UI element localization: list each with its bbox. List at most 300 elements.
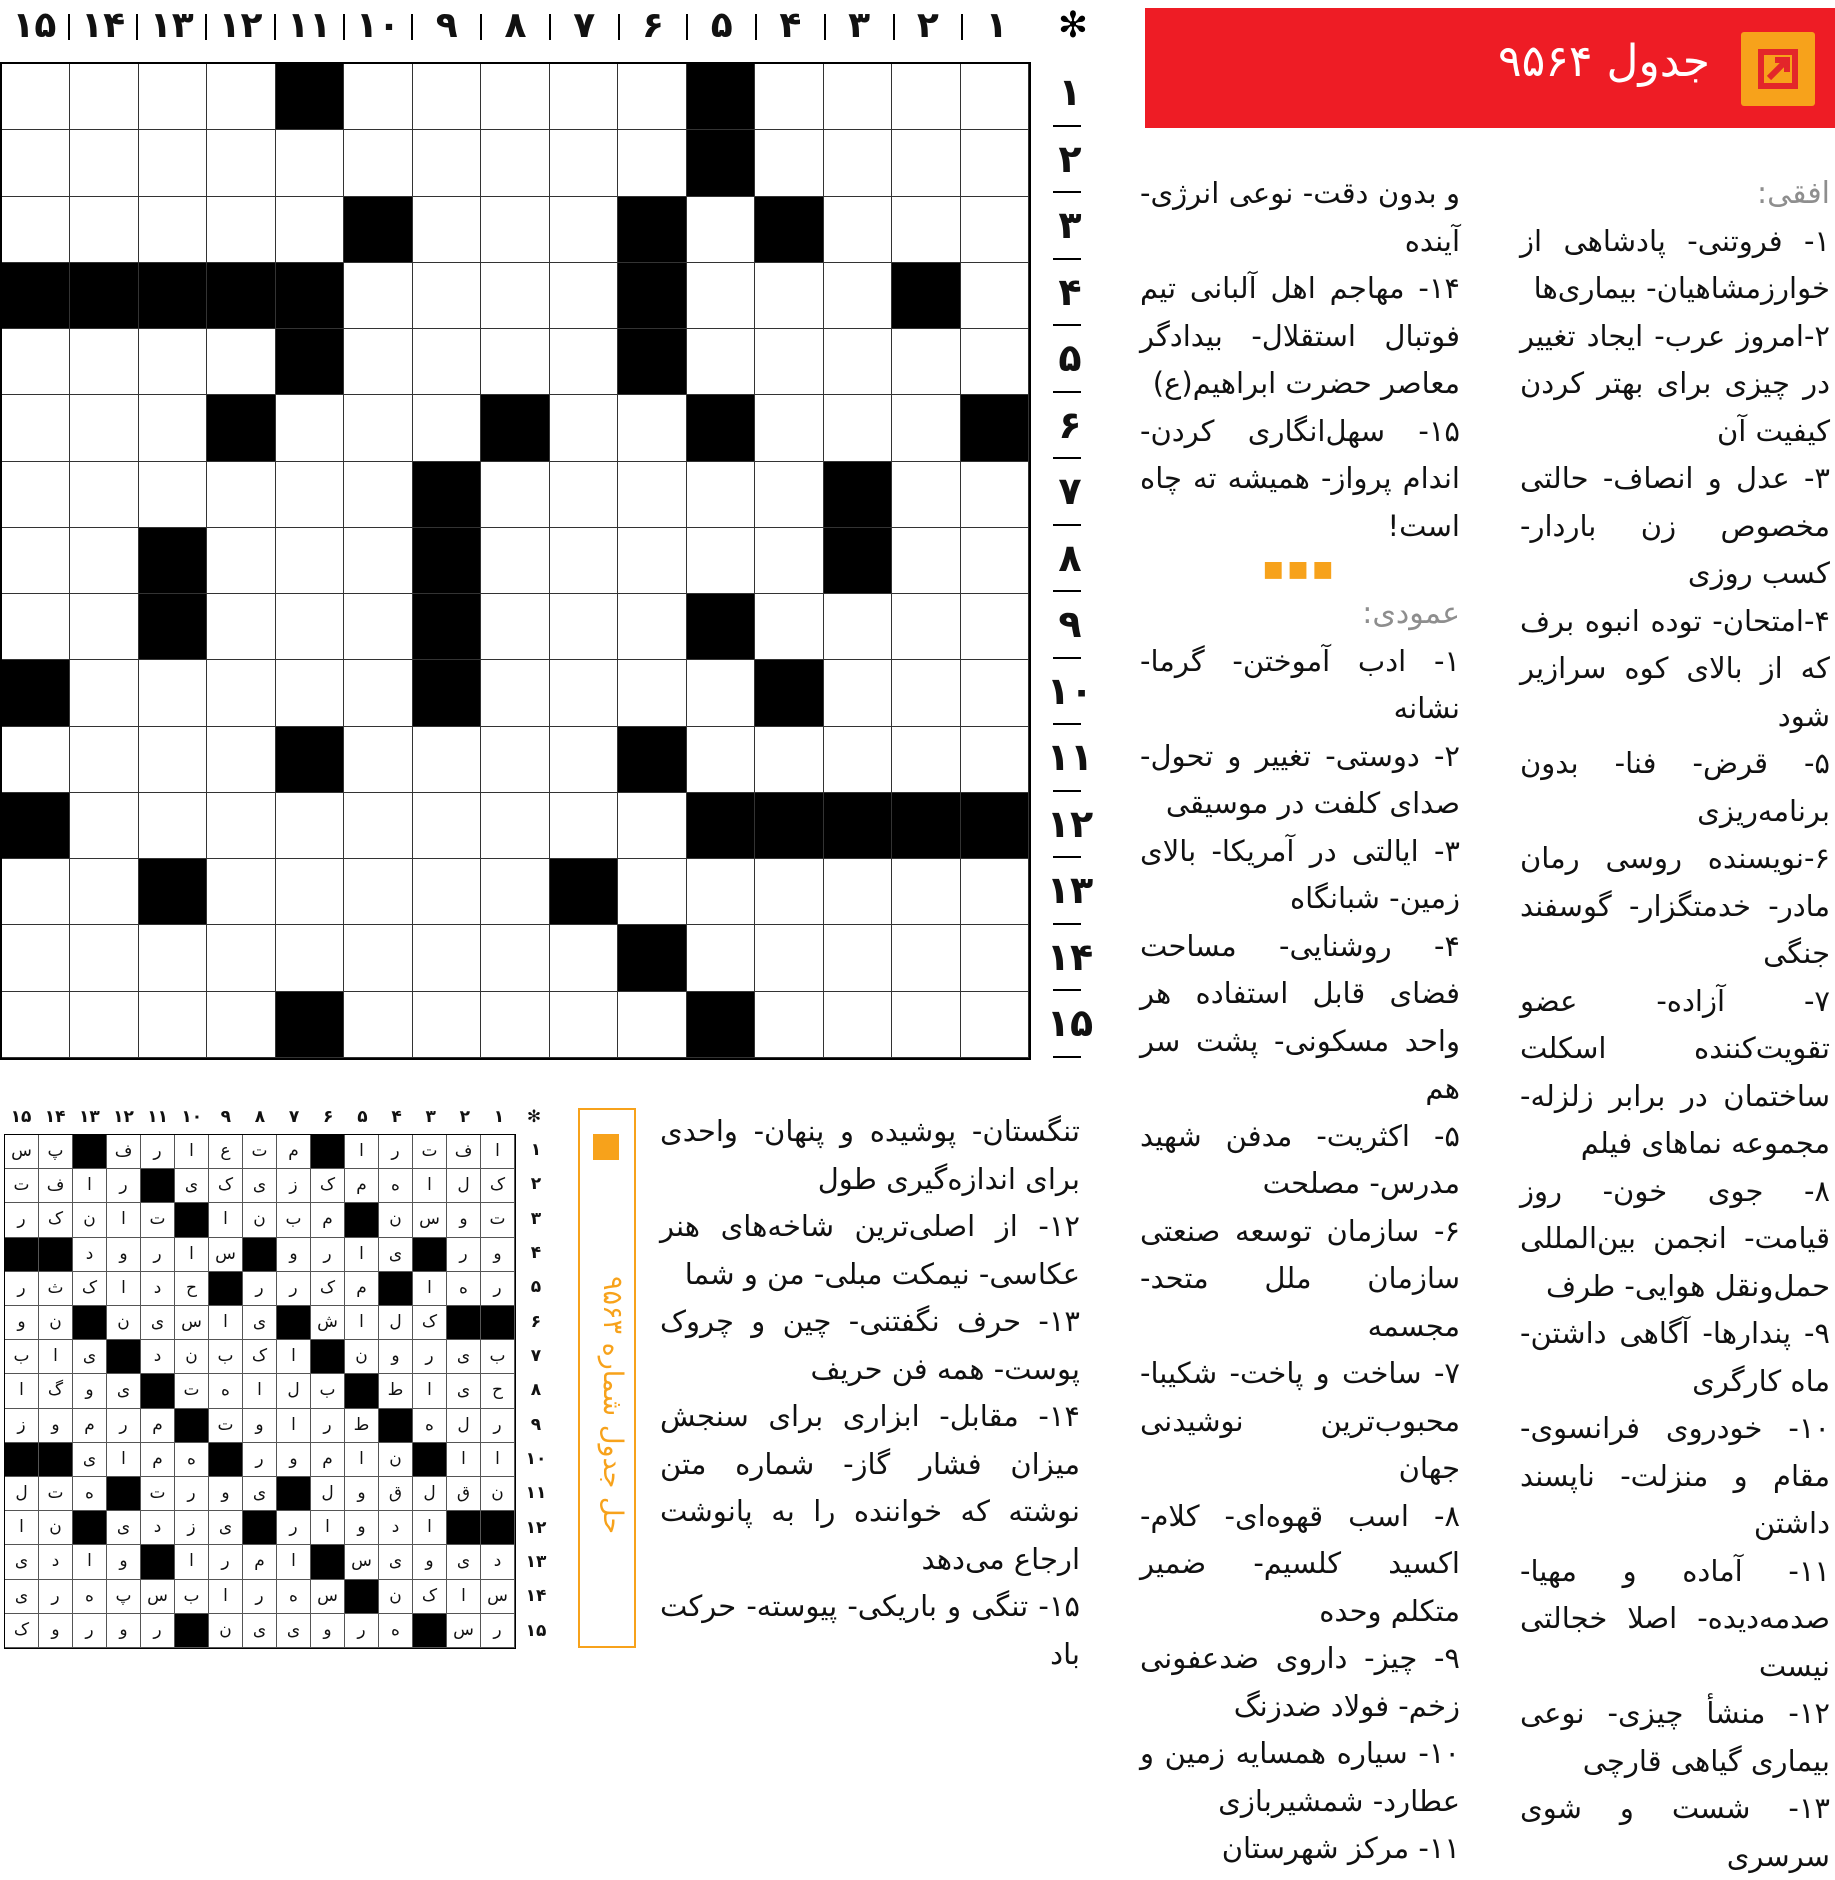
- grid-cell[interactable]: [755, 925, 823, 991]
- solution-cell: ا: [447, 1580, 481, 1614]
- solution-cell: ه: [73, 1580, 107, 1614]
- solution-cell: ه: [277, 1580, 311, 1614]
- grid-cell[interactable]: [481, 925, 549, 991]
- grid-cell[interactable]: [824, 925, 892, 991]
- grid-cell[interactable]: [2, 925, 70, 991]
- grid-cell[interactable]: [481, 528, 549, 594]
- solution-cell: ا: [413, 1511, 447, 1545]
- grid-cell[interactable]: [550, 528, 618, 594]
- solution-cell: ن: [39, 1306, 73, 1340]
- grid-cell[interactable]: [70, 197, 138, 263]
- grid-cell[interactable]: [139, 727, 207, 793]
- grid-cell[interactable]: [824, 660, 892, 726]
- column-number: ۴: [779, 5, 802, 46]
- grid-cell[interactable]: [70, 727, 138, 793]
- clue-item: ۸- اسب قهوه‌ای- کلام- اکسید کلسیم- ضمیر متکلم وحده: [1140, 1498, 1460, 1628]
- clue-item: ۱۵- سهل‌انگاری کردن- اندام پرواز- همیشه ته چاه است!: [1140, 413, 1460, 543]
- grid-cell[interactable]: [755, 594, 823, 660]
- grid-cell[interactable]: [344, 793, 412, 859]
- grid-cell[interactable]: [2, 395, 70, 461]
- grid-cell[interactable]: [687, 925, 755, 991]
- solution-row-number: ۸: [530, 1380, 542, 1401]
- solution-black-cell: [209, 1272, 243, 1306]
- grid-cell[interactable]: [2, 528, 70, 594]
- solution-cell: ی: [379, 1238, 413, 1272]
- grid-cell[interactable]: [207, 64, 275, 130]
- solution-cell: س: [447, 1614, 481, 1648]
- grid-cell[interactable]: [824, 130, 892, 196]
- grid-cell[interactable]: [2, 727, 70, 793]
- grid-cell[interactable]: [618, 64, 686, 130]
- solution-cell: ف: [447, 1135, 481, 1169]
- grid-cell[interactable]: [550, 594, 618, 660]
- grid-cell[interactable]: [892, 462, 960, 528]
- solution-column-number: ۹: [220, 1107, 232, 1127]
- grid-cell[interactable]: [618, 793, 686, 859]
- solution-cell: د: [39, 1545, 73, 1579]
- grid-cell[interactable]: [755, 859, 823, 925]
- solution-cell: ی: [73, 1443, 107, 1477]
- grid-cell[interactable]: [207, 329, 275, 395]
- solution-cell: ت: [413, 1135, 447, 1169]
- grid-cell[interactable]: [276, 462, 344, 528]
- grid-cell[interactable]: [481, 793, 549, 859]
- grid-cell[interactable]: [344, 395, 412, 461]
- grid-cell[interactable]: [755, 727, 823, 793]
- solution-row-number: ۱: [530, 1140, 542, 1160]
- grid-cell[interactable]: [755, 528, 823, 594]
- grid-cell[interactable]: [276, 594, 344, 660]
- grid-cell[interactable]: [276, 793, 344, 859]
- solution-cell: ر: [481, 1409, 515, 1443]
- grid-cell[interactable]: [344, 727, 412, 793]
- solution-cell: ی: [243, 1306, 277, 1340]
- grid-cell[interactable]: [824, 395, 892, 461]
- grid-cell[interactable]: [207, 925, 275, 991]
- grid-cell[interactable]: [892, 992, 960, 1058]
- grid-cell[interactable]: [70, 64, 138, 130]
- grid-cell[interactable]: [961, 528, 1029, 594]
- grid-cell[interactable]: [618, 859, 686, 925]
- grid-cell[interactable]: [481, 660, 549, 726]
- solution-cell: م: [141, 1409, 175, 1443]
- grid-cell[interactable]: [70, 793, 138, 859]
- solution-cell: ا: [175, 1238, 209, 1272]
- grid-cell[interactable]: [207, 727, 275, 793]
- grid-cell[interactable]: [892, 130, 960, 196]
- grid-cell[interactable]: [70, 528, 138, 594]
- solution-black-cell: [39, 1238, 73, 1272]
- grid-cell[interactable]: [961, 727, 1029, 793]
- grid-cell[interactable]: [550, 395, 618, 461]
- row-number: ۸: [1058, 535, 1082, 580]
- solution-black-cell: [175, 1409, 209, 1443]
- solution-cell: ط: [345, 1409, 379, 1443]
- grid-cell[interactable]: [961, 992, 1029, 1058]
- grid-cell[interactable]: [961, 329, 1029, 395]
- grid-cell[interactable]: [70, 992, 138, 1058]
- grid-cell[interactable]: [755, 130, 823, 196]
- solution-cell: و: [311, 1614, 345, 1648]
- black-cell: [207, 263, 275, 329]
- crossword-grid[interactable]: [0, 62, 1031, 1060]
- solution-cell: ی: [243, 1477, 277, 1511]
- solution-logo-icon: [593, 1134, 619, 1160]
- solution-cell: و: [379, 1340, 413, 1374]
- solution-cell: ی: [209, 1511, 243, 1545]
- solution-cell: ر: [107, 1169, 141, 1203]
- solution-cell: ه: [447, 1272, 481, 1306]
- grid-cell[interactable]: [413, 197, 481, 263]
- grid-cell[interactable]: [344, 925, 412, 991]
- across-clues-column: [1520, 170, 1830, 1880]
- grid-cell[interactable]: [687, 727, 755, 793]
- grid-cell[interactable]: [139, 992, 207, 1058]
- grid-cell[interactable]: [413, 130, 481, 196]
- grid-cell[interactable]: [618, 594, 686, 660]
- grid-cell[interactable]: [413, 64, 481, 130]
- grid-cell[interactable]: [139, 395, 207, 461]
- solution-black-cell: [379, 1272, 413, 1306]
- grid-cell[interactable]: [824, 859, 892, 925]
- grid-cell[interactable]: [687, 462, 755, 528]
- separator: [1053, 391, 1081, 393]
- grid-cell[interactable]: [276, 925, 344, 991]
- row-number: ۱: [1058, 70, 1082, 114]
- grid-cell[interactable]: [344, 263, 412, 329]
- grid-cell[interactable]: [892, 329, 960, 395]
- solution-column-numbers: [0, 1102, 548, 1132]
- solution-cell: ا: [345, 1238, 379, 1272]
- grid-cell[interactable]: [961, 462, 1029, 528]
- solution-cell: ه: [209, 1374, 243, 1408]
- solution-cell: ر: [5, 1272, 39, 1306]
- grid-cell[interactable]: [344, 64, 412, 130]
- grid-cell[interactable]: [961, 660, 1029, 726]
- grid-cell[interactable]: [687, 197, 755, 263]
- solution-cell: ب: [209, 1340, 243, 1374]
- grid-cell[interactable]: [2, 462, 70, 528]
- grid-cell[interactable]: [2, 594, 70, 660]
- column-number: ۱۳: [149, 5, 194, 46]
- grid-cell[interactable]: [687, 329, 755, 395]
- clue-item: و بدون دقت- نوعی انرژی- آینده: [1140, 176, 1460, 258]
- grid-cell[interactable]: [2, 329, 70, 395]
- grid-cell[interactable]: [413, 925, 481, 991]
- grid-cell[interactable]: [755, 395, 823, 461]
- grid-cell[interactable]: [755, 64, 823, 130]
- grid-cell[interactable]: [139, 660, 207, 726]
- grid-cell[interactable]: [207, 462, 275, 528]
- grid-cell[interactable]: [892, 528, 960, 594]
- grid-cell[interactable]: [618, 462, 686, 528]
- grid-cell[interactable]: [481, 462, 549, 528]
- clue-item: تنگستان- پوشیده و پنهان- واحدی برای اندازه‌گیری طول: [660, 1114, 1080, 1196]
- solution-cell: ل: [379, 1306, 413, 1340]
- solution-cell: ر: [73, 1614, 107, 1648]
- grid-cell[interactable]: [70, 395, 138, 461]
- solution-column-number: ۱: [493, 1107, 505, 1127]
- solution-cell: ب: [481, 1340, 515, 1374]
- grid-cell[interactable]: [892, 727, 960, 793]
- grid-cell[interactable]: [481, 329, 549, 395]
- solution-cell: و: [277, 1443, 311, 1477]
- grid-cell[interactable]: [344, 859, 412, 925]
- solution-cell: و: [481, 1238, 515, 1272]
- grid-cell[interactable]: [413, 859, 481, 925]
- solution-cell: س: [413, 1203, 447, 1237]
- grid-cell[interactable]: [550, 925, 618, 991]
- black-cell: [755, 793, 823, 859]
- clue-item: ۱۰- خودروی فرانسوی- مقام و منزلت- ناپسند داشتن: [1520, 1411, 1830, 1540]
- solution-cell: ن: [39, 1511, 73, 1545]
- grid-cell[interactable]: [413, 727, 481, 793]
- solution-cell: ا: [175, 1545, 209, 1579]
- grid-cell[interactable]: [207, 660, 275, 726]
- row-number: ۱۰: [1046, 668, 1094, 713]
- grid-cell[interactable]: [344, 594, 412, 660]
- grid-cell[interactable]: [961, 263, 1029, 329]
- grid-cell[interactable]: [755, 329, 823, 395]
- row-number: ۱۴: [1046, 934, 1094, 979]
- solution-cell: و: [447, 1203, 481, 1237]
- grid-cell[interactable]: [2, 992, 70, 1058]
- grid-cell[interactable]: [276, 197, 344, 263]
- grid-cell[interactable]: [207, 130, 275, 196]
- solution-cell: و: [413, 1545, 447, 1579]
- star-icon: ✻: [1057, 5, 1089, 46]
- grid-cell[interactable]: [481, 64, 549, 130]
- solution-cell: ا: [481, 1443, 515, 1477]
- solution-cell: ا: [209, 1580, 243, 1614]
- grid-cell[interactable]: [276, 859, 344, 925]
- solution-cell: ا: [73, 1545, 107, 1579]
- grid-cell[interactable]: [892, 64, 960, 130]
- solution-cell: ر: [141, 1238, 175, 1272]
- grid-cell[interactable]: [344, 130, 412, 196]
- solution-cell: ط: [379, 1374, 413, 1408]
- grid-cell[interactable]: [139, 197, 207, 263]
- solution-column-number: ۱۳: [78, 1107, 100, 1127]
- solution-cell: ا: [413, 1272, 447, 1306]
- grid-cell[interactable]: [70, 925, 138, 991]
- grid-cell[interactable]: [961, 197, 1029, 263]
- column-number: ۱۲: [218, 5, 263, 46]
- solution-cell: ت: [39, 1477, 73, 1511]
- solution-cell: ح: [175, 1272, 209, 1306]
- grid-cell[interactable]: [550, 992, 618, 1058]
- grid-cell[interactable]: [824, 329, 892, 395]
- grid-cell[interactable]: [207, 859, 275, 925]
- grid-cell[interactable]: [824, 594, 892, 660]
- solution-cell: ک: [39, 1203, 73, 1237]
- clue-item: ۱۲- منشأ چیزی- نوعی بیماری گیاهی قارچی: [1520, 1696, 1830, 1778]
- grid-cell[interactable]: [824, 263, 892, 329]
- solution-black-cell: [345, 1580, 379, 1614]
- grid-cell[interactable]: [413, 263, 481, 329]
- grid-cell[interactable]: [550, 329, 618, 395]
- solution-cell: ت: [243, 1135, 277, 1169]
- grid-cell[interactable]: [618, 992, 686, 1058]
- column-numbers: [0, 0, 1095, 52]
- clue-item: ۱۳- حرف نگفتنی- چین و چروک پوست- همه فن حریف: [660, 1304, 1080, 1386]
- solution-cell: ل: [447, 1169, 481, 1203]
- clue-item: ۱۱- مرکز شهرستان: [1221, 1831, 1460, 1865]
- grid-cell[interactable]: [824, 64, 892, 130]
- solution-row-number: ۱۳: [525, 1552, 547, 1572]
- clue-item: ۱۱- آماده و مهیا- صدمه‌دیده- اصلا خجالتی نیست: [1520, 1553, 1830, 1683]
- solution-column-number: ۶: [323, 1107, 334, 1127]
- grid-cell[interactable]: [70, 130, 138, 196]
- grid-cell[interactable]: [2, 64, 70, 130]
- black-cell: [824, 462, 892, 528]
- grid-cell[interactable]: [961, 130, 1029, 196]
- grid-cell[interactable]: [618, 130, 686, 196]
- grid-cell[interactable]: [207, 528, 275, 594]
- column-number: ۳: [848, 5, 871, 46]
- solution-black-cell: [413, 1443, 447, 1477]
- grid-cell[interactable]: [550, 197, 618, 263]
- grid-cell[interactable]: [755, 992, 823, 1058]
- grid-cell[interactable]: [413, 992, 481, 1058]
- grid-cell[interactable]: [70, 594, 138, 660]
- grid-cell[interactable]: [892, 859, 960, 925]
- grid-cell[interactable]: [70, 329, 138, 395]
- grid-cell[interactable]: [207, 197, 275, 263]
- grid-cell[interactable]: [139, 329, 207, 395]
- clue-item: ۲- دوستی- تغییر و تحول- صدای کلفت در موسیقی: [1140, 738, 1460, 820]
- grid-cell[interactable]: [344, 992, 412, 1058]
- grid-cell[interactable]: [139, 130, 207, 196]
- solution-row-number: ۱۵: [525, 1620, 547, 1641]
- black-cell: [618, 925, 686, 991]
- solution-cell: ش: [311, 1306, 345, 1340]
- grid-cell[interactable]: [550, 130, 618, 196]
- grid-cell[interactable]: [207, 793, 275, 859]
- grid-cell[interactable]: [344, 329, 412, 395]
- solution-cell: م: [345, 1272, 379, 1306]
- grid-cell[interactable]: [413, 793, 481, 859]
- grid-cell[interactable]: [2, 130, 70, 196]
- grid-cell[interactable]: [344, 660, 412, 726]
- solution-cell: ر: [481, 1614, 515, 1648]
- solution-grid: [4, 1134, 516, 1649]
- grid-cell[interactable]: [139, 925, 207, 991]
- grid-cell[interactable]: [550, 727, 618, 793]
- grid-cell[interactable]: [755, 462, 823, 528]
- grid-cell[interactable]: [139, 64, 207, 130]
- solution-cell: ر: [379, 1135, 413, 1169]
- solution-cell: ا: [107, 1203, 141, 1237]
- grid-cell[interactable]: [550, 64, 618, 130]
- grid-cell[interactable]: [892, 395, 960, 461]
- grid-cell[interactable]: [139, 793, 207, 859]
- grid-cell[interactable]: [481, 859, 549, 925]
- solution-cell: ر: [243, 1443, 277, 1477]
- grid-cell[interactable]: [207, 992, 275, 1058]
- grid-cell[interactable]: [481, 727, 549, 793]
- grid-cell[interactable]: [687, 263, 755, 329]
- solution-black-cell: [73, 1135, 107, 1169]
- column-number: ۱۱: [287, 5, 332, 46]
- grid-cell[interactable]: [824, 197, 892, 263]
- solution-cell: ی: [141, 1306, 175, 1340]
- solution-black-cell: [141, 1169, 175, 1203]
- grid-cell[interactable]: [70, 859, 138, 925]
- grid-cell[interactable]: [276, 528, 344, 594]
- grid-cell[interactable]: [413, 329, 481, 395]
- clue-item: ۱- ادب آموختن- گرما- نشانه: [1140, 643, 1460, 725]
- grid-cell[interactable]: [961, 594, 1029, 660]
- puzzle-header: [1145, 8, 1835, 128]
- grid-cell[interactable]: [481, 263, 549, 329]
- grid-cell[interactable]: [961, 925, 1029, 991]
- grid-cell[interactable]: [481, 594, 549, 660]
- grid-cell[interactable]: [824, 727, 892, 793]
- solution-cell: و: [39, 1614, 73, 1648]
- grid-cell[interactable]: [481, 197, 549, 263]
- grid-cell[interactable]: [892, 197, 960, 263]
- grid-cell[interactable]: [2, 859, 70, 925]
- grid-cell[interactable]: [207, 594, 275, 660]
- grid-cell[interactable]: [481, 992, 549, 1058]
- solution-cell: ن: [175, 1340, 209, 1374]
- grid-cell[interactable]: [70, 462, 138, 528]
- grid-cell[interactable]: [961, 64, 1029, 130]
- grid-cell[interactable]: [755, 263, 823, 329]
- solution-cell: ب: [5, 1340, 39, 1374]
- grid-cell[interactable]: [687, 660, 755, 726]
- clue-item: ۵- قرض- فنا- بدون برنامه‌ریزی: [1520, 746, 1830, 828]
- black-cell: [70, 263, 138, 329]
- solution-black-cell: [243, 1238, 277, 1272]
- grid-cell[interactable]: [550, 660, 618, 726]
- grid-cell[interactable]: [550, 793, 618, 859]
- grid-cell[interactable]: [413, 395, 481, 461]
- grid-cell[interactable]: [550, 263, 618, 329]
- grid-cell[interactable]: [618, 528, 686, 594]
- grid-cell[interactable]: [550, 462, 618, 528]
- solution-black-cell: [39, 1443, 73, 1477]
- grid-cell[interactable]: [892, 594, 960, 660]
- row-number: ۲: [1058, 136, 1082, 181]
- grid-cell[interactable]: [687, 528, 755, 594]
- solution-cell: و: [345, 1477, 379, 1511]
- grid-cell[interactable]: [687, 859, 755, 925]
- grid-cell[interactable]: [961, 859, 1029, 925]
- grid-cell[interactable]: [344, 528, 412, 594]
- grid-cell[interactable]: [618, 660, 686, 726]
- grid-cell[interactable]: [276, 130, 344, 196]
- grid-cell[interactable]: [139, 462, 207, 528]
- grid-cell[interactable]: [276, 660, 344, 726]
- grid-cell[interactable]: [824, 992, 892, 1058]
- grid-cell[interactable]: [481, 130, 549, 196]
- solution-cell: س: [5, 1135, 39, 1169]
- solution-cell: ق: [379, 1477, 413, 1511]
- grid-cell[interactable]: [344, 462, 412, 528]
- solution-black-cell: [209, 1443, 243, 1477]
- solution-black-cell: [311, 1340, 345, 1374]
- grid-cell[interactable]: [276, 395, 344, 461]
- grid-cell[interactable]: [618, 395, 686, 461]
- solution-cell: ز: [5, 1409, 39, 1443]
- solution-column-number: ۱۰: [181, 1107, 203, 1127]
- grid-cell[interactable]: [70, 660, 138, 726]
- grid-cell[interactable]: [2, 197, 70, 263]
- grid-cell[interactable]: [892, 660, 960, 726]
- grid-cell[interactable]: [892, 925, 960, 991]
